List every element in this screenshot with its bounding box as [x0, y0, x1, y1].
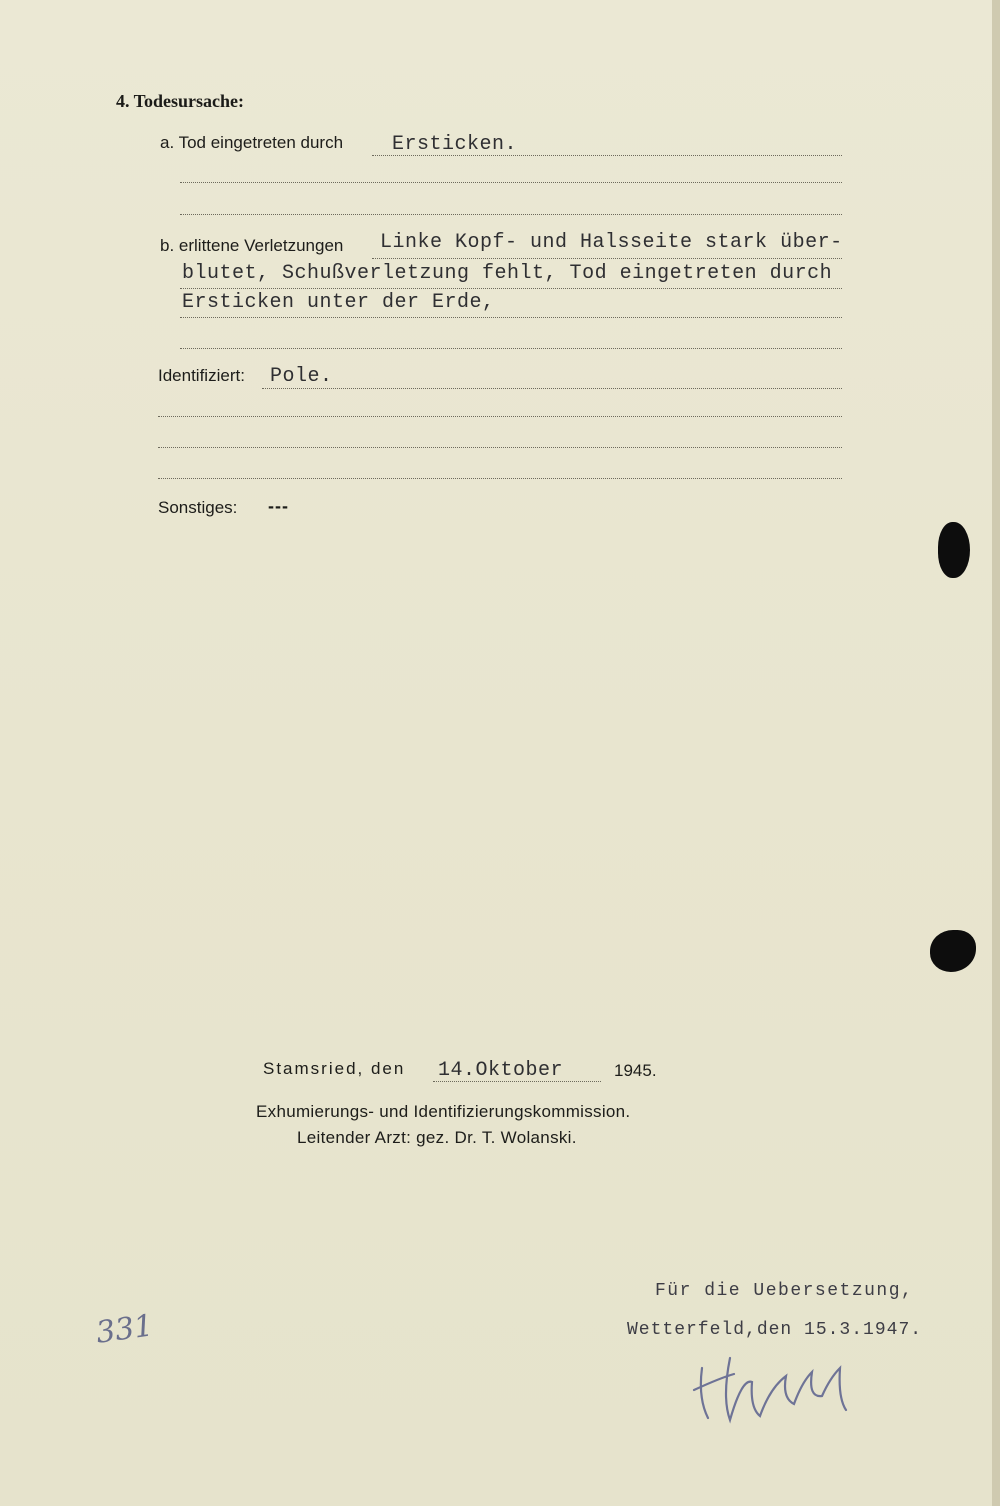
year-value: 1945.: [614, 1061, 657, 1080]
margin-note: 331: [93, 1308, 156, 1351]
injuries-line-1: Linke Kopf- und Halsseite stark über-: [380, 231, 843, 254]
injuries-line-2: blutet, Schußverletzung fehlt, Tod eingetreten durch: [182, 262, 833, 285]
place-label: Stamsried, den: [263, 1059, 406, 1078]
injuries-rule-3: [180, 317, 842, 318]
identified-value: Pole.: [270, 365, 333, 388]
injuries-label: b. erlittene Verletzungen: [160, 236, 344, 255]
cause-label: a. Tod eingetreten durch: [160, 133, 344, 152]
commission-name: Exhumierungs- und Identifizierungskommission.: [256, 1102, 631, 1121]
cause-line-2: [180, 182, 842, 183]
signature: [690, 1338, 860, 1428]
identified-label: Identifiziert:: [158, 366, 245, 385]
cause-value: Ersticken.: [392, 133, 518, 156]
lead-doctor: Leitender Arzt: gez. Dr. T. Wolanski.: [297, 1128, 577, 1147]
certification-line-1: Für die Uebersetzung,: [655, 1281, 914, 1301]
identified-rule-4: [158, 478, 842, 479]
identified-rule-1: [262, 388, 842, 389]
punch-hole-bottom: [930, 930, 976, 972]
paper-edge: [992, 0, 1000, 1506]
injuries-rule-4: [180, 348, 842, 349]
injuries-line-3: Ersticken unter der Erde,: [182, 291, 495, 314]
date-value: 14.Oktober: [438, 1059, 564, 1082]
other-value: ---: [268, 496, 289, 516]
identified-rule-3: [158, 447, 842, 448]
punch-hole-top: [938, 522, 970, 578]
certification-line-2: Wetterfeld,den 15.3.1947.: [627, 1320, 923, 1340]
cause-line-3: [180, 214, 842, 215]
injuries-rule-1: [372, 258, 842, 259]
identified-rule-2: [158, 416, 842, 417]
section-heading: 4. Todesursache:: [116, 91, 245, 111]
other-label: Sonstiges:: [158, 498, 238, 517]
injuries-rule-2: [180, 288, 842, 289]
